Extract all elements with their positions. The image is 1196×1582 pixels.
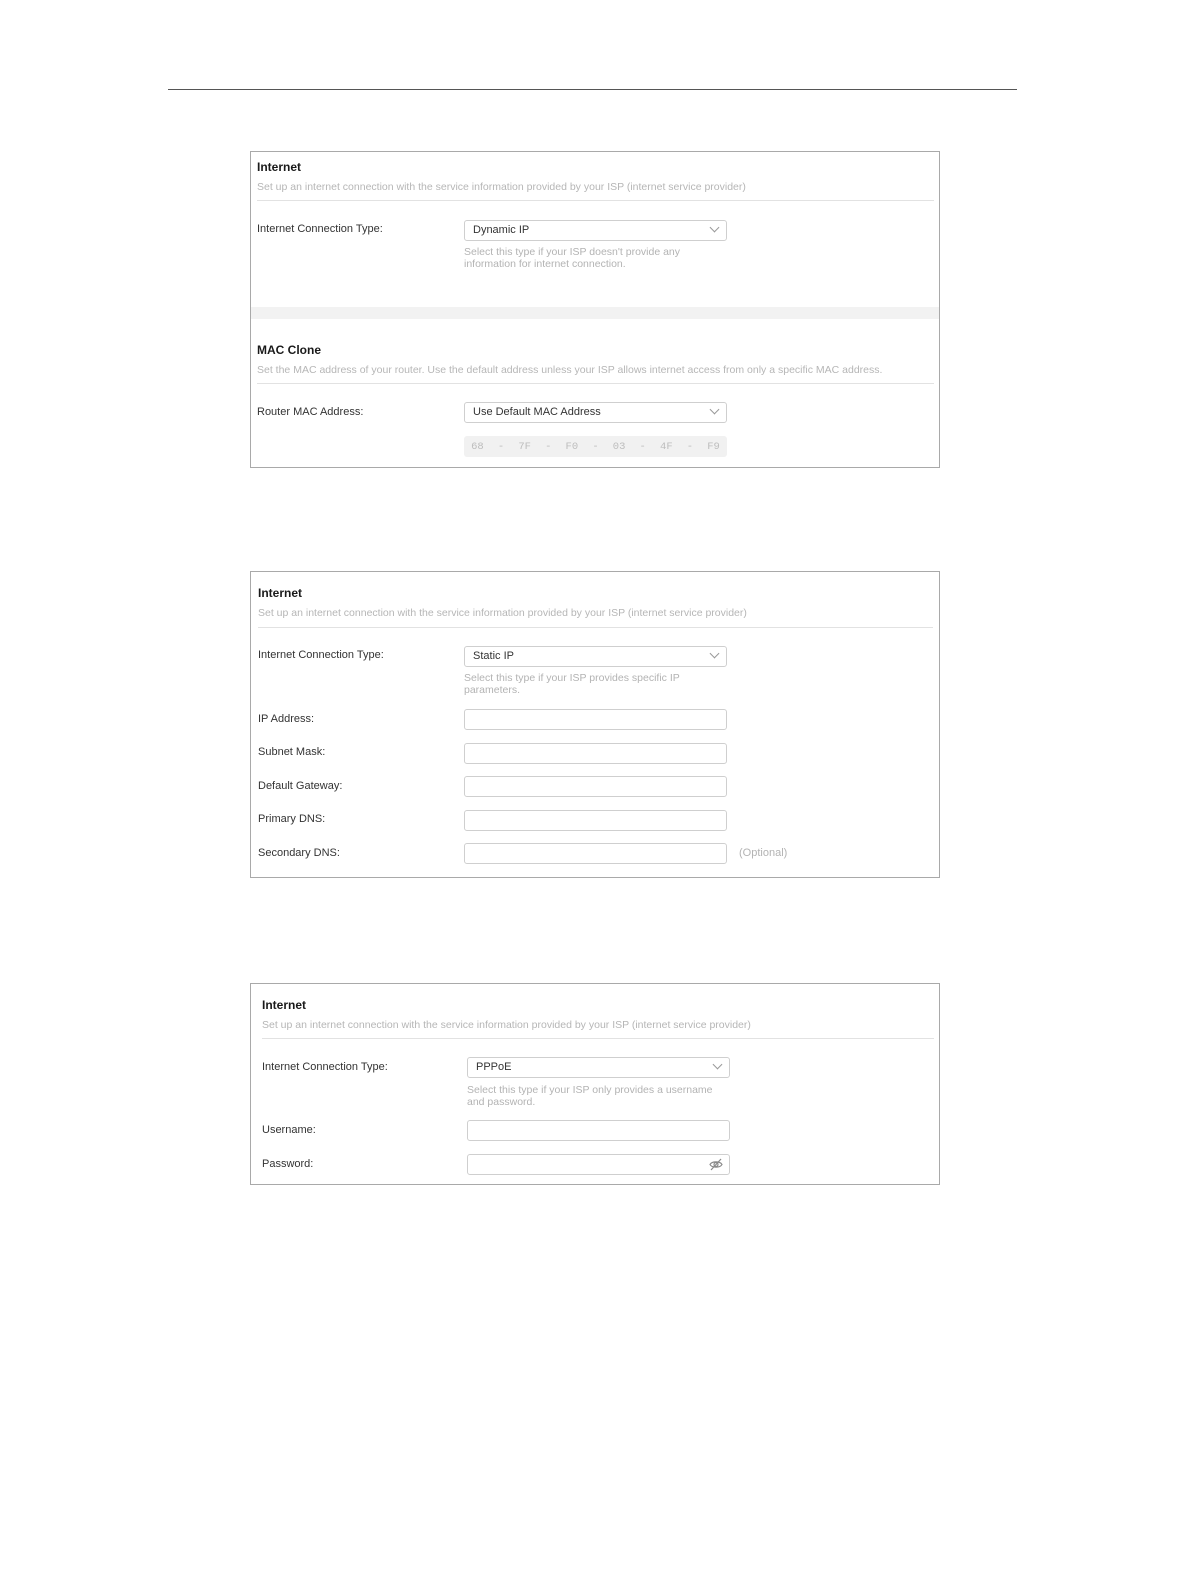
mac-octet: 68 [471,440,484,453]
primary-dns-input[interactable] [464,810,727,831]
internet-section-description: Set up an internet connection with the service information provided by your ISP (internet service provider) [262,1019,751,1031]
connection-type-value: PPPoE [476,1061,512,1073]
mac-separator: - [497,440,505,453]
eye-off-icon[interactable] [709,1158,723,1171]
mac-address-field [464,436,727,457]
mac-octet: 4F [660,440,673,453]
subnet-mask-label: Subnet Mask: [258,746,326,758]
connection-type-select[interactable] [467,1057,730,1078]
connection-type-label: Internet Connection Type: [258,649,384,661]
pppoe-panel [250,983,940,1185]
mac-separator: - [545,440,552,453]
chevron-down-icon [710,405,720,415]
secondary-dns-label: Secondary DNS: [258,847,340,859]
ip-address-label: IP Address: [258,713,315,725]
mac-separator: - [686,440,694,453]
section-separator-band [251,307,939,319]
mac-octet: 03 [612,440,626,453]
router-mac-select[interactable] [464,402,727,423]
username-label: Username: [262,1124,316,1136]
connection-type-hint: Select this type if your ISP only provides a username and password. [467,1084,713,1108]
mac-separator: - [592,440,599,453]
connection-type-hint: Select this type if your ISP doesn't provide any information for internet connection. [464,246,681,270]
connection-type-label: Internet Connection Type: [262,1061,388,1073]
static-ip-panel [250,571,940,878]
connection-type-select[interactable] [464,646,727,667]
secondary-dns-input[interactable] [464,843,727,864]
connection-type-value: Dynamic IP [473,224,530,236]
subnet-mask-input[interactable] [464,743,727,764]
ip-address-input[interactable] [464,709,727,730]
internet-section-title: Internet [257,160,302,174]
router-mac-value: Use Default MAC Address [473,406,601,418]
username-input[interactable] [467,1120,730,1141]
internet-section-title: Internet [258,586,303,600]
connection-type-hint: Select this type if your ISP provides specific IP parameters. [464,672,680,696]
page-header-rule [168,89,1017,90]
mac-clone-section-title: MAC Clone [257,343,321,357]
primary-dns-label: Primary DNS: [258,813,326,825]
mac-separator: - [639,440,646,453]
dynamic-ip-panel [250,151,940,468]
mac-octet: F9 [707,440,720,453]
chevron-down-icon [710,649,720,659]
mac-octet: F0 [565,440,579,453]
connection-type-value: Static IP [473,650,514,662]
default-gateway-label: Default Gateway: [258,780,343,792]
mac-octet: 7F [518,440,531,453]
mac-clone-section-description: Set the MAC address of your router. Use the default address unless your ISP allows internet access from only a specific MAC address. [257,364,883,376]
internet-section-description: Set up an internet connection with the service information provided by your ISP (internet service provider) [257,181,746,193]
section-divider [257,383,934,384]
password-input[interactable] [467,1154,730,1175]
optional-note: (Optional) [739,847,788,859]
connection-type-select[interactable] [464,220,727,241]
section-divider [262,1038,934,1039]
password-label: Password: [262,1158,314,1170]
router-mac-label: Router MAC Address: [257,406,364,418]
connection-type-label: Internet Connection Type: [257,223,383,235]
internet-section-title: Internet [262,998,307,1012]
section-divider [258,627,933,628]
chevron-down-icon [713,1060,723,1070]
internet-section-description: Set up an internet connection with the service information provided by your ISP (internet service provider) [258,607,747,619]
section-divider [257,200,934,201]
chevron-down-icon [710,223,720,233]
default-gateway-input[interactable] [464,776,727,797]
